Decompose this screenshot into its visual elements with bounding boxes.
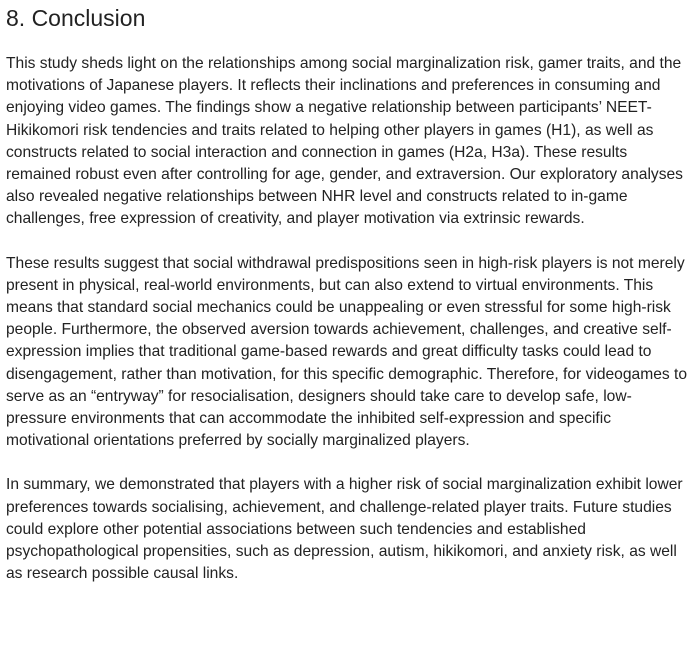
paragraph-summary: In summary, we demonstrated that players with a higher risk of social marginalization exhibit lower preferences towards socialising, achievement, and challenge-related player traits. Future studies could explore other potential associations between such tendencies and established psychopathological propensities, such as depression, autism, hikikomori, and anxiety risk, as well as research possible causal links. (6, 476, 683, 583)
paragraph-implications: These results suggest that social withdrawal predispositions seen in high-risk players is not merely present in physical, real-world environments, but can also extend to virtual environments. This means that standard social mechanics could be unappealing or even stressful for some high-risk people. Furthermore, the observed aversion towards achievement, challenges, and creative self-expression implies that traditional game-based rewards and great difficulty tasks could lead to disengagement, rather than motivation, for this specific demographic. Therefore, for videogames to serve as an “entryway” for resocialisation, designers should take care to develop safe, low-pressure environments that can accommodate the inhibited self-expression and specific motivational orientations preferred by socially marginalized players. (6, 254, 688, 450)
section-heading: 8. Conclusion (6, 5, 146, 31)
paragraph-findings: This study sheds light on the relationships among social marginalization risk, gamer traits, and the motivations of Japanese players. It reflects their inclinations and preferences in consuming and enjoying video games. The findings show a negative relationship between participants’ NEET-Hikikomori risk tendencies and traits related to helping other players in games (H1), as well as constructs related to social interaction and connection in games (H2a, H3a). These results remained robust even after controlling for age, gender, and extraversion. Our exploratory analyses also revealed negative relationships between NHR level and constructs related to in-game challenges, free expression of creativity, and player motivation via extrinsic rewards. (6, 55, 683, 228)
